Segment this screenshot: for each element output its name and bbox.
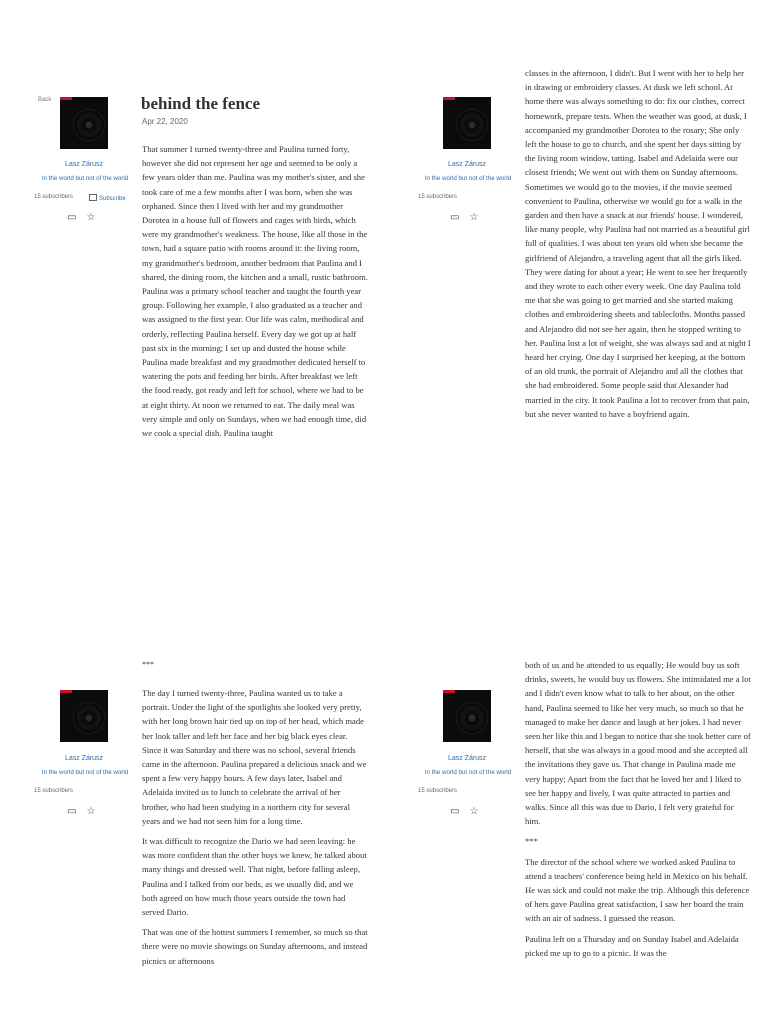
subscriber-count: 15 subscribers [418, 194, 458, 200]
section-separator: *** [525, 836, 538, 847]
back-link[interactable]: Back [38, 97, 52, 103]
publication-cover-image[interactable] [443, 97, 491, 149]
paragraph: both of us and he attended to us equally; He would buy us soft drinks, sweets, he would buy us flowers. She intimidated me a lot and I didn't even know what to talk to her about, on the other hand, Paulina seemed to like her very much, so much so that he managed to make her dance and laugh at her jokes. I had never seen her like this and I began to notice that she took better care of herself, that she was always in a good mood and she accepted all the invitations they gave us. That change in Paulina made me very happy; Apart from the fact that he loved her and I liked to see her happy and lively, I was quite attracted to parties and walks. Since all this was due to Dario, I felt very grateful for him. [525, 660, 751, 827]
action-bar [67, 212, 105, 223]
page-1 [0, 0, 384, 512]
subscribe-icon [89, 194, 97, 201]
publication-tagline[interactable]: In the world but not of the world [41, 175, 129, 182]
page-3 [0, 512, 384, 1024]
paragraph: The day I turned twenty-three, Paulina wanted us to take a portrait. Under the light of the spotlights she looked very pretty, with her long brown hair tied up on top of her head, which made her look taller and left her face and her big black eyes clear. Since it was Saturday and there was no school, several friends came in the afternoon. Paulina prepared a delicious snack and we spent a few very happy hours. A few days later, Isabel and Adelaida invited us to lunch to celebrate the arrival of her brother, who had been studying in a northern city for several years and we had not seen him for a long time. [142, 688, 367, 826]
comment-icon[interactable]: ▭ [67, 212, 77, 223]
subscriber-count: 15 subscribers [34, 194, 74, 200]
comment-icon[interactable]: ▭ [450, 212, 460, 223]
subscribe-button[interactable]: Subscribe [89, 194, 126, 202]
publication-cover-image[interactable] [60, 97, 108, 149]
author-name[interactable]: Lasz Zárusz [64, 161, 104, 168]
star-icon[interactable]: ☆ [469, 806, 479, 817]
page-4 [384, 512, 768, 1024]
article-text-page-4 [525, 658, 751, 966]
action-bar [450, 212, 488, 223]
article-date: Apr 22, 2020 [142, 117, 188, 126]
publication-cover-image[interactable] [60, 690, 108, 742]
publication-tagline[interactable]: In the world but not of the world [424, 769, 512, 776]
subscriber-count: 15 subscribers [34, 788, 74, 794]
page-2 [384, 0, 768, 512]
article-text-page-2 [525, 66, 751, 427]
author-name[interactable]: Lasz Zárusz [64, 755, 104, 762]
article-text-page-1 [142, 142, 368, 446]
paragraph: It was difficult to recognize the Dario we had seen leaving: he was more confident than the other boys we knew, he talked about many things and dressed well. That night, before falling asleep, Paulina and I talked from our beds, as we usually did, and we both agreed on how much those years outside the town had served Dario. [142, 836, 367, 918]
subscriber-count: 15 subscribers [418, 788, 458, 794]
paragraph: Paulina left on a Thursday and on Sunday Isabel and Adelaida picked me up to go to a picnic. It was the [525, 933, 739, 958]
publication-cover-image[interactable] [443, 690, 491, 742]
star-icon[interactable]: ☆ [86, 806, 96, 817]
publication-tagline[interactable]: In the world but not of the world [424, 175, 512, 182]
star-icon[interactable]: ☆ [469, 212, 479, 223]
paragraph: That was one of the hottest summers I remember, so much so that there were no movie showings on Sunday afternoons, and instead picnics or afternoons [142, 927, 368, 966]
author-name[interactable]: Lasz Zárusz [447, 755, 487, 762]
action-bar [67, 806, 105, 817]
paragraph: That summer I turned twenty-three and Paulina turned forty, however she did not represent her age and seemed to be only a few years older than me. Paulina was my mother's sister, and she took care of me a few months after I was born, when she was orphaned. Since then I lived with her and my grandmother Dorotea in a house full of flowers and cages with birds, which were my grandmother's weakness. The house, like all those in the town, had a square patio with rooms around it: the living room, my grandmother's bedroom, another bedroom that Paulina and I shared, the dining room, the kitchen and a small, rustic bathroom. Paulina was a primary school teacher and taught the fourth year group. Following her example, I also graduated as a teacher and was assigned to the first year. Our life was calm, methodical and orderly, reflecting Paulina herself. Every day we got up at half past six in the morning; I set up and dusted the house while Paulina made breakfast and my grandmother dedicated herself to watering the pots and feeding her birds. After breakfast we left the food ready, got ready and left for school, where we had to be at eight thirty. At noon we returned to eat. The daily meal was very simple and only on Sundays, when we had enough time, did we cook a special dish. Paulina taught [142, 144, 368, 439]
article-title: behind the fence [141, 94, 260, 113]
publication-tagline[interactable]: In the world but not of the world [41, 769, 129, 776]
star-icon[interactable]: ☆ [86, 212, 96, 223]
article-text-page-3 [142, 686, 368, 974]
paragraph: classes in the afternoon, I didn't. But I went with her to help her in drawing or embroidery classes. At dusk we left school. At home there was always something to do: fix our clothes, correct homework, prepare tests. When the weather was good, at dusk, I accompanied my grandmother Dorotea to the rosary; She only left the house to go to church, and she spent her days sitting by the living room window, tatting. Isabel and Adelaida were our closest friends; We went out with them on Sunday afternoons. Sometimes we would go to the movies, if the movie seemed convenient to Paulina, otherwise we would go for a walk in the garden and then have a snack at our friends' house. I wondered, like many people, why Paulina had not married as a beautiful girl full of qualities. I was about ten years old when she became the girlfriend of Alejandro, a traveling agent that all the girls liked. They were dating for about a year; He went to see her frequently and they wrote to each other every week. One day Paulina told me that she was going to get married and she started making clothes and embroidering sheets and tablecloths. Months passed and Alejandro did not see her again, then he stopped writing to her. Paulina lost a lot of weight, she was always sad and at night I heard her crying. One day I surprised her keeping, at the bottom of an old trunk, the portrait of Alejandro and all the clothes that she had embroidered. Some people said that Alexander had married in the city. It took Paulina a lot to recover from that pain, but she never wanted to have a boyfriend again. [525, 68, 751, 419]
action-bar [450, 806, 488, 817]
author-name[interactable]: Lasz Zárusz [447, 161, 487, 168]
comment-icon[interactable]: ▭ [450, 806, 460, 817]
paragraph: The director of the school where we worked asked Paulina to attend a teachers' conference being held in Mexico on his behalf. He was sick and could not make the trip. Although this deference of hers gave Paulina great satisfaction, I saw her board the train with an air of sadness. I guessed the reason. [525, 856, 750, 924]
comment-icon[interactable]: ▭ [67, 806, 77, 817]
section-separator: *** [142, 660, 154, 669]
